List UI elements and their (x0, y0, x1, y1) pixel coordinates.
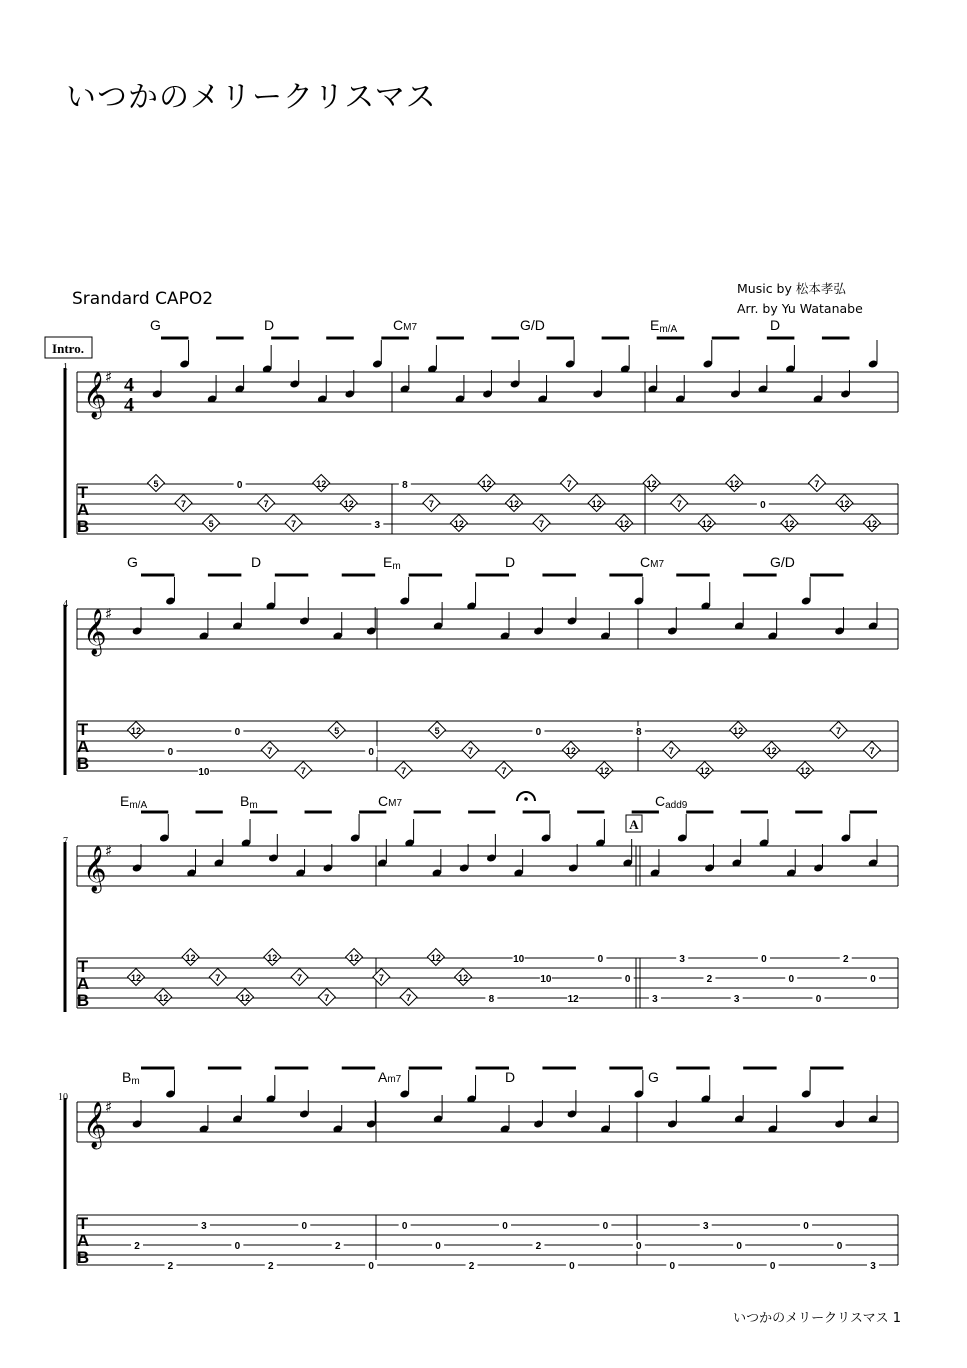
chord-symbol: D (505, 1069, 516, 1085)
measure-number: 7 (63, 836, 68, 847)
tab-fret-number: 0 (736, 1241, 742, 1252)
chord-symbol: D (770, 317, 781, 333)
section-label-intro (45, 337, 92, 358)
tab-fret-number: 0 (234, 1241, 241, 1252)
sharp-icon: ♯ (105, 605, 113, 623)
arranger-credit: Arr. by Yu Watanabe (737, 301, 863, 316)
tab-fret-number: 7 (668, 746, 674, 756)
tab-fret-number: 7 (267, 746, 273, 756)
tab-letter: T (77, 1214, 89, 1233)
tab-fret-number: 7 (814, 479, 820, 489)
tab-fret-number: 12 (453, 519, 464, 529)
chord-symbol: Em/A (650, 317, 678, 335)
tab-fret-number: 7 (539, 519, 545, 529)
chord-symbol: G (150, 317, 161, 333)
treble-clef-icon: 𝄞 (83, 1102, 107, 1148)
tab-fret-number: 0 (602, 1221, 609, 1232)
chord-symbol: Em (383, 554, 401, 572)
tab-fret-number: 12 (508, 499, 520, 509)
tab-fret-number: 12 (729, 479, 740, 489)
tab-fret-number: 5 (208, 519, 214, 529)
chord-symbol: CM7 (378, 793, 403, 809)
time-sig-top: 4 (124, 374, 134, 396)
section-intro-text: Intro. (52, 341, 84, 356)
tab-fret-number: 12 (565, 746, 576, 756)
treble-clef-icon: 𝄞 (83, 609, 107, 655)
tab-fret-number: 12 (784, 519, 795, 529)
tab-fret-number: 0 (535, 727, 542, 738)
tab-fret-number: 5 (153, 479, 159, 489)
tab-fret-number: 2 (468, 1261, 475, 1272)
tab-fret-number: 7 (401, 766, 407, 776)
tab-letter: T (77, 957, 89, 976)
tab-fret-number: 0 (815, 994, 822, 1005)
tab-fret-number: 3 (679, 954, 685, 965)
tab-fret-number: 8 (488, 994, 495, 1005)
chord-symbol: Am7 (378, 1069, 402, 1085)
tab-fret-number: 7 (406, 993, 412, 1003)
tab-fret-number: 2 (842, 954, 849, 965)
chord-symbol: G (648, 1069, 659, 1085)
tab-fret-number: 0 (236, 480, 243, 491)
tab-fret-number: 12 (591, 499, 602, 509)
tab-letter: B (76, 1248, 90, 1267)
tab-fret-number: 2 (706, 974, 713, 985)
tab-fret-number: 7 (215, 973, 221, 983)
tab-fret-number: 0 (401, 1221, 408, 1232)
tab-letter: B (76, 754, 90, 773)
tab-fret-number: 3 (870, 1261, 876, 1272)
tab-fret-number: 7 (300, 766, 306, 776)
time-sig-bottom: 4 (124, 394, 134, 416)
tab-fret-number: 12 (267, 953, 278, 963)
chord-symbol: CM7 (640, 554, 665, 570)
tab-fret-number: 7 (468, 746, 474, 756)
tab-fret-number: 12 (599, 766, 610, 776)
treble-clef-icon: 𝄞 (83, 372, 107, 418)
tab-fret-number: 0 (502, 1221, 508, 1232)
tab-fret-number: 8 (402, 480, 408, 491)
tab-fret-number: 12 (866, 519, 878, 529)
tab-fret-number: 12 (185, 953, 196, 963)
tab-fret-number: 12 (699, 766, 710, 776)
treble-clef-icon: 𝄞 (83, 846, 107, 892)
page-footer: いつかのメリークリスマス 1 (733, 1311, 901, 1326)
tab-fret-number: 0 (569, 1261, 575, 1272)
fermata-icon (517, 792, 535, 801)
tab-fret-number: 10 (540, 974, 552, 985)
chord-symbol: D (251, 554, 262, 570)
tab-fret-number: 12 (619, 519, 630, 529)
tab-fret-number: 7 (378, 973, 384, 983)
tab-fret-number: 3 (652, 994, 658, 1005)
tab-fret-number: 0 (636, 1241, 642, 1252)
tab-fret-number: 0 (301, 1221, 308, 1232)
tab-fret-number: 12 (343, 499, 354, 509)
tab-fret-number: 7 (324, 993, 330, 1003)
tab-fret-number: 3 (733, 994, 740, 1005)
tab-fret-number: 2 (334, 1241, 341, 1252)
tab-letter: T (77, 483, 89, 502)
tab-fret-number: 12 (130, 726, 142, 736)
tab-fret-number: 12 (349, 953, 360, 963)
tab-fret-number: 12 (158, 993, 169, 1003)
tab-fret-number: 7 (501, 766, 507, 776)
music-credit: Music by 松本孝弘 (737, 281, 846, 296)
chord-symbol: D (264, 317, 275, 333)
tab-fret-number: 0 (368, 747, 374, 758)
staff-system (63, 793, 898, 1012)
sharp-icon: ♯ (105, 1098, 113, 1116)
tab-fret-number: 0 (435, 1241, 441, 1252)
section-a-text: A (629, 817, 639, 832)
measure-number: 10 (58, 1092, 68, 1103)
tab-fret-number: 2 (268, 1261, 274, 1272)
tab-fret-number: 12 (766, 746, 777, 756)
tab-fret-number: 12 (733, 726, 744, 736)
tab-fret-number: 8 (636, 727, 642, 738)
tab-fret-number: 10 (513, 954, 525, 965)
tab-fret-number: 0 (760, 500, 766, 511)
tab-fret-number: 2 (167, 1261, 174, 1272)
tab-fret-number: 12 (130, 973, 142, 983)
tab-fret-number: 0 (788, 974, 795, 985)
tab-fret-number: 3 (201, 1221, 207, 1232)
staff-system (63, 317, 898, 538)
tab-letter: T (77, 720, 89, 739)
chord-symbol: G/D (770, 554, 795, 570)
tab-fret-number: 12 (800, 766, 811, 776)
tab-fret-number: 0 (870, 974, 876, 985)
tab-fret-number: 7 (291, 519, 297, 529)
tab-fret-number: 7 (676, 499, 682, 509)
tab-fret-number: 0 (624, 974, 631, 985)
tab-letter: A (76, 974, 90, 993)
tab-fret-number: 12 (839, 499, 850, 509)
tab-letter: B (76, 991, 90, 1010)
chord-symbol: Bm (122, 1069, 140, 1087)
measure-number: 1 (63, 362, 68, 373)
tab-fret-number: 12 (646, 479, 657, 489)
tab-fret-number: 7 (869, 746, 875, 756)
tab-fret-number: 2 (134, 1241, 140, 1252)
tab-letter: A (76, 500, 90, 519)
sharp-icon: ♯ (105, 842, 113, 860)
tab-fret-number: 0 (669, 1261, 676, 1272)
tab-fret-number: 12 (701, 519, 712, 529)
staff-system (58, 1068, 898, 1272)
measure-number: 4 (63, 599, 68, 610)
tab-fret-number: 7 (566, 479, 572, 489)
tab-fret-number: 7 (263, 499, 269, 509)
song-title: いつかのメリークリスマス (66, 80, 437, 115)
tab-fret-number: 0 (761, 954, 767, 965)
chord-symbol: Em/A (120, 793, 148, 811)
tab-fret-number: 12 (240, 993, 251, 1003)
tab-fret-number: 12 (567, 994, 579, 1005)
tab-fret-number: 7 (428, 499, 434, 509)
tab-fret-number: 0 (234, 727, 241, 738)
tab-letter: A (76, 1231, 90, 1250)
tab-fret-number: 7 (297, 973, 303, 983)
chord-symbol: CM7 (393, 317, 418, 333)
tab-fret-number: 0 (597, 954, 604, 965)
section-label-a (626, 815, 642, 832)
tab-letter: B (76, 517, 90, 536)
chord-symbol: G (127, 554, 138, 570)
tab-fret-number: 7 (836, 726, 842, 736)
tab-fret-number: 3 (702, 1221, 709, 1232)
tab-fret-number: 10 (198, 767, 210, 778)
tab-fret-number: 5 (334, 726, 340, 736)
staff-system (63, 554, 898, 778)
chord-symbol: Bm (240, 793, 258, 811)
tab-fret-number: 0 (167, 747, 174, 758)
chord-symbol: G/D (520, 317, 545, 333)
tab-fret-number: 12 (316, 479, 327, 489)
chord-symbol: Cadd9 (655, 793, 688, 811)
tab-fret-number: 12 (458, 973, 469, 983)
sharp-icon: ♯ (105, 368, 113, 386)
tab-fret-number: 2 (535, 1241, 542, 1252)
tab-fret-number: 0 (836, 1241, 843, 1252)
tab-fret-number: 7 (181, 499, 187, 509)
tab-fret-number: 5 (434, 726, 440, 736)
tab-fret-number: 0 (803, 1221, 809, 1232)
tab-fret-number: 0 (769, 1261, 776, 1272)
tab-fret-number: 12 (481, 479, 492, 489)
tab-fret-number: 12 (430, 953, 441, 963)
tuning-capo-label: Srandard CAPO2 (72, 289, 214, 309)
tab-fret-number: 3 (374, 520, 381, 531)
tab-letter: A (76, 737, 90, 756)
chord-symbol: D (505, 554, 516, 570)
tab-fret-number: 0 (368, 1261, 374, 1272)
